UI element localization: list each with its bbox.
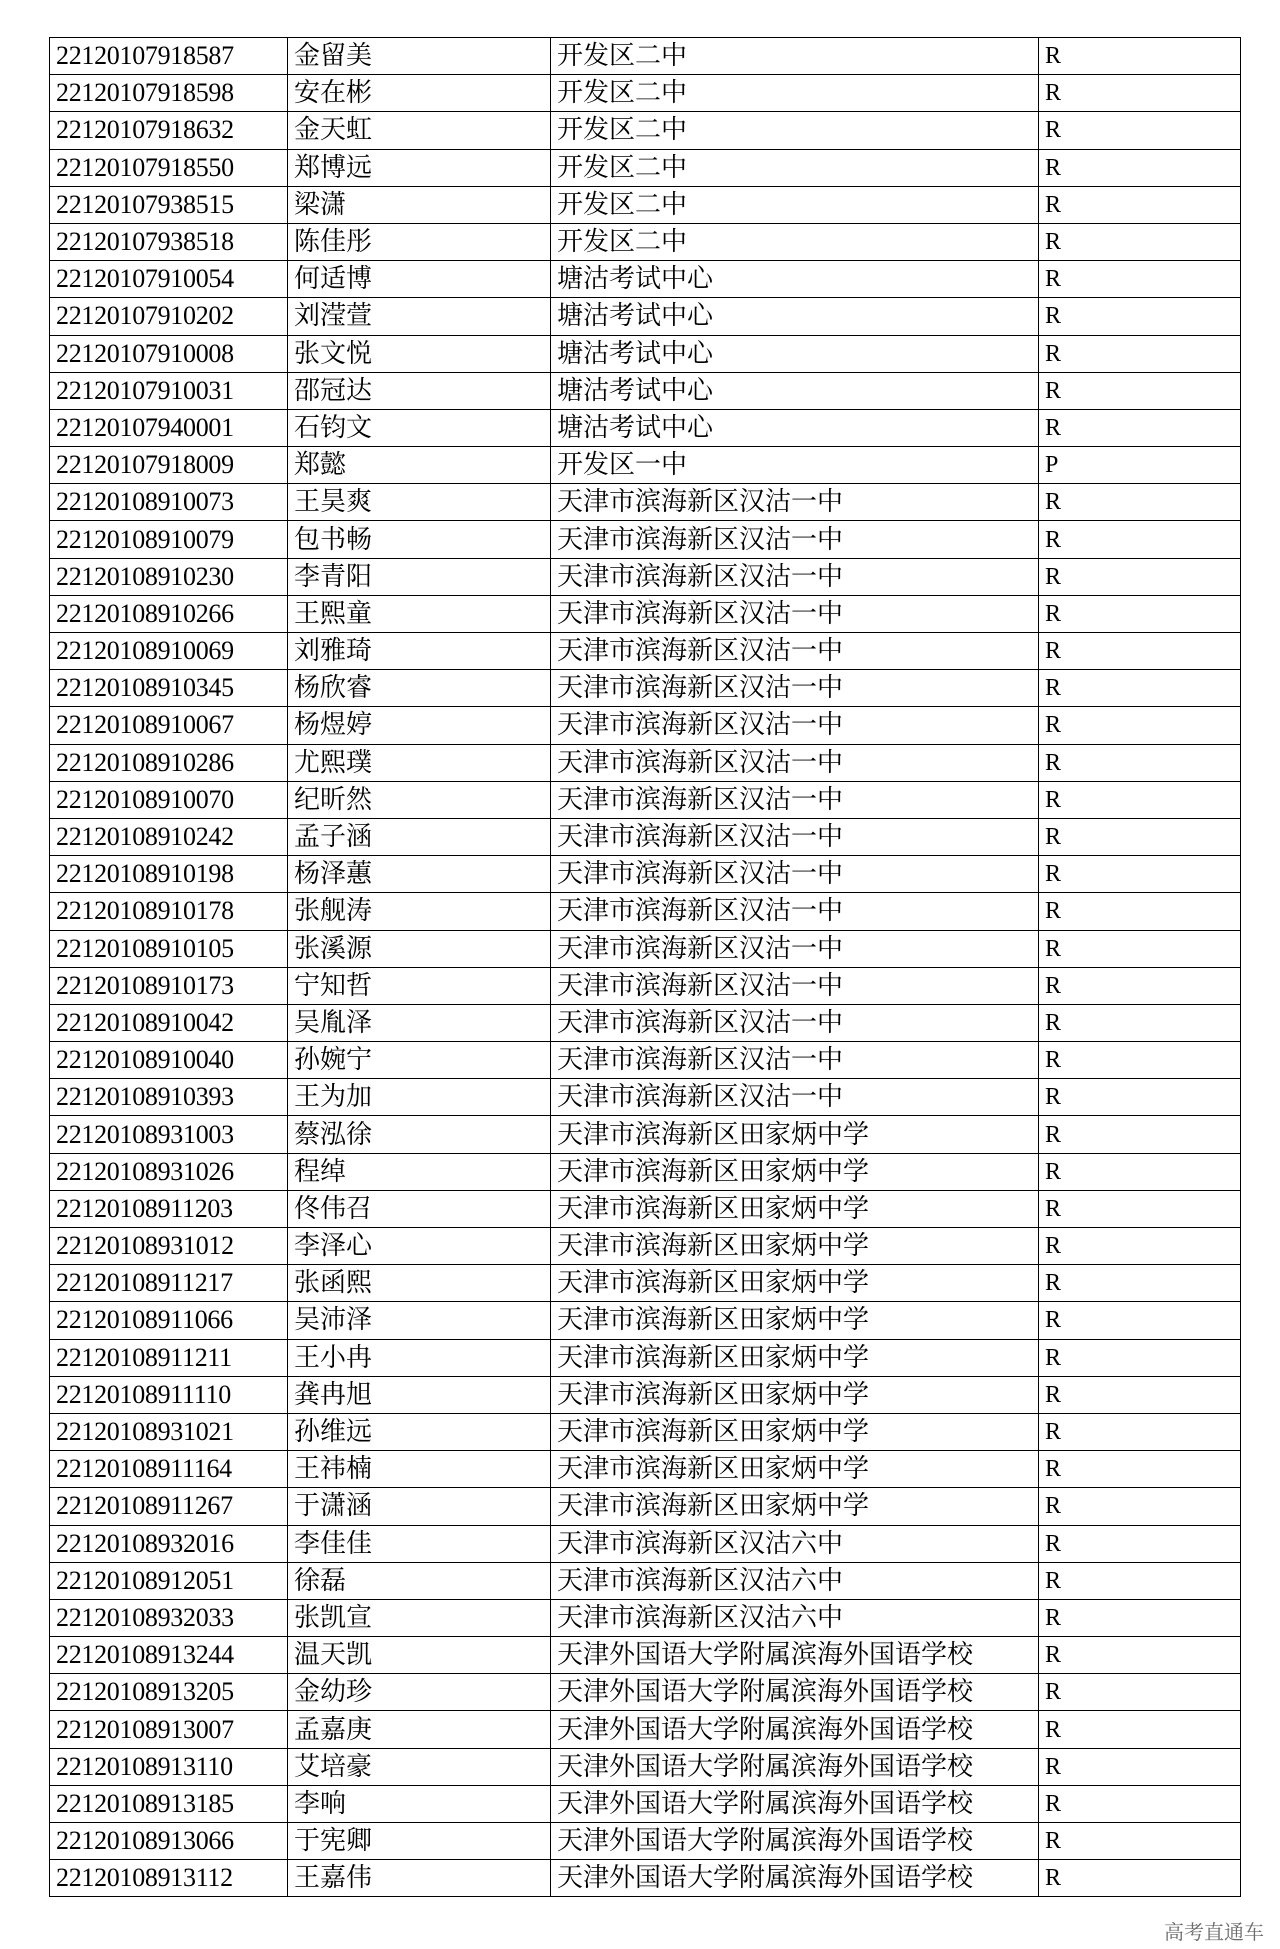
exam-id-cell: 22120108911211 — [50, 1339, 288, 1376]
table-row — [50, 38, 1241, 75]
category-cell: R — [1039, 372, 1241, 409]
exam-id-cell: 22120107910202 — [50, 298, 288, 335]
category-cell: R — [1039, 818, 1241, 855]
exam-id-cell: 22120108911217 — [50, 1265, 288, 1302]
table-row — [50, 1228, 1241, 1265]
table-row — [50, 707, 1241, 744]
exam-id-cell: 22120108913112 — [50, 1860, 288, 1897]
student-name-cell: 郑博远 — [288, 149, 551, 186]
school-name-cell: 开发区二中 — [551, 38, 1039, 75]
exam-id-cell: 22120108910042 — [50, 1004, 288, 1041]
category-cell: R — [1039, 1228, 1241, 1265]
exam-id-cell: 22120108932016 — [50, 1525, 288, 1562]
category-cell: R — [1039, 409, 1241, 446]
category-cell: R — [1039, 595, 1241, 632]
school-name-cell: 天津市滨海新区汉沽一中 — [551, 707, 1039, 744]
exam-id-cell: 22120108911110 — [50, 1376, 288, 1413]
category-cell: R — [1039, 1004, 1241, 1041]
exam-id-cell: 22120108910073 — [50, 484, 288, 521]
school-name-cell: 开发区一中 — [551, 447, 1039, 484]
school-name-cell: 天津市滨海新区汉沽一中 — [551, 967, 1039, 1004]
student-name-cell: 徐磊 — [288, 1562, 551, 1599]
student-name-cell: 杨泽蕙 — [288, 856, 551, 893]
table-row — [50, 409, 1241, 446]
exam-id-cell: 22120108910393 — [50, 1079, 288, 1116]
student-name-cell: 张舰涛 — [288, 893, 551, 930]
student-name-cell: 温天凯 — [288, 1637, 551, 1674]
school-name-cell: 天津市滨海新区汉沽一中 — [551, 1079, 1039, 1116]
exam-id-cell: 22120108913007 — [50, 1711, 288, 1748]
student-name-cell: 王嘉伟 — [288, 1860, 551, 1897]
student-name-cell: 王昊爽 — [288, 484, 551, 521]
school-name-cell: 天津市滨海新区汉沽一中 — [551, 558, 1039, 595]
table-row — [50, 1711, 1241, 1748]
table-row — [50, 484, 1241, 521]
category-cell: R — [1039, 967, 1241, 1004]
table-row — [50, 1413, 1241, 1450]
exam-id-cell: 22120108910070 — [50, 781, 288, 818]
exam-id-cell: 22120107910031 — [50, 372, 288, 409]
exam-id-cell: 22120108910286 — [50, 744, 288, 781]
student-name-cell: 吴胤泽 — [288, 1004, 551, 1041]
school-name-cell: 天津市滨海新区汉沽一中 — [551, 633, 1039, 670]
school-name-cell: 天津市滨海新区田家炳中学 — [551, 1265, 1039, 1302]
table-row — [50, 1748, 1241, 1785]
school-name-cell: 开发区二中 — [551, 75, 1039, 112]
category-cell: R — [1039, 1823, 1241, 1860]
table-row — [50, 112, 1241, 149]
category-cell: R — [1039, 1488, 1241, 1525]
school-name-cell: 天津市滨海新区田家炳中学 — [551, 1451, 1039, 1488]
table-row — [50, 1674, 1241, 1711]
exam-id-cell: 22120108911203 — [50, 1190, 288, 1227]
school-name-cell: 天津市滨海新区田家炳中学 — [551, 1413, 1039, 1450]
exam-id-cell: 22120108910040 — [50, 1042, 288, 1079]
category-cell: R — [1039, 1116, 1241, 1153]
table-row — [50, 744, 1241, 781]
school-name-cell: 天津外国语大学附属滨海外国语学校 — [551, 1785, 1039, 1822]
exam-id-cell: 22120108910242 — [50, 818, 288, 855]
exam-id-cell: 22120107910008 — [50, 335, 288, 372]
category-cell: R — [1039, 1525, 1241, 1562]
student-name-cell: 安在彬 — [288, 75, 551, 112]
student-name-cell: 王为加 — [288, 1079, 551, 1116]
exam-id-cell: 22120108913066 — [50, 1823, 288, 1860]
exam-id-cell: 22120107918598 — [50, 75, 288, 112]
table-row — [50, 1451, 1241, 1488]
exam-id-cell: 22120108911164 — [50, 1451, 288, 1488]
exam-id-cell: 22120108912051 — [50, 1562, 288, 1599]
table-row — [50, 1004, 1241, 1041]
student-name-cell: 刘滢萱 — [288, 298, 551, 335]
student-name-cell: 尤熙璞 — [288, 744, 551, 781]
category-cell: R — [1039, 1785, 1241, 1822]
category-cell: R — [1039, 1674, 1241, 1711]
table-row — [50, 261, 1241, 298]
exam-id-cell: 22120108932033 — [50, 1599, 288, 1636]
table-row — [50, 1116, 1241, 1153]
table-row — [50, 1785, 1241, 1822]
school-name-cell: 天津市滨海新区汉沽一中 — [551, 595, 1039, 632]
category-cell: R — [1039, 633, 1241, 670]
table-row — [50, 1079, 1241, 1116]
table-row — [50, 633, 1241, 670]
category-cell: R — [1039, 38, 1241, 75]
table-row — [50, 1302, 1241, 1339]
student-name-cell: 包书畅 — [288, 521, 551, 558]
school-name-cell: 天津市滨海新区汉沽一中 — [551, 893, 1039, 930]
table-row — [50, 1153, 1241, 1190]
school-name-cell: 天津市滨海新区田家炳中学 — [551, 1488, 1039, 1525]
category-cell: R — [1039, 670, 1241, 707]
exam-id-cell: 22120108910230 — [50, 558, 288, 595]
school-name-cell: 天津市滨海新区汉沽六中 — [551, 1562, 1039, 1599]
category-cell: R — [1039, 223, 1241, 260]
table-row — [50, 930, 1241, 967]
table-row — [50, 335, 1241, 372]
category-cell: R — [1039, 521, 1241, 558]
school-name-cell: 天津市滨海新区汉沽一中 — [551, 856, 1039, 893]
student-name-cell: 孙婉宁 — [288, 1042, 551, 1079]
exam-id-cell: 22120108910173 — [50, 967, 288, 1004]
student-name-cell: 邵冠达 — [288, 372, 551, 409]
category-cell: R — [1039, 1562, 1241, 1599]
table-row — [50, 521, 1241, 558]
exam-id-cell: 22120108910105 — [50, 930, 288, 967]
category-cell: R — [1039, 1599, 1241, 1636]
exam-id-cell: 22120108911066 — [50, 1302, 288, 1339]
table-row — [50, 670, 1241, 707]
school-name-cell: 天津市滨海新区田家炳中学 — [551, 1116, 1039, 1153]
school-name-cell: 天津市滨海新区汉沽一中 — [551, 1042, 1039, 1079]
category-cell: R — [1039, 186, 1241, 223]
exam-id-cell: 22120108913185 — [50, 1785, 288, 1822]
exam-id-cell: 22120108931026 — [50, 1153, 288, 1190]
category-cell: R — [1039, 1451, 1241, 1488]
exam-id-cell: 22120108931003 — [50, 1116, 288, 1153]
school-name-cell: 天津市滨海新区汉沽一中 — [551, 521, 1039, 558]
category-cell: R — [1039, 335, 1241, 372]
category-cell: R — [1039, 1190, 1241, 1227]
student-name-cell: 孙维远 — [288, 1413, 551, 1450]
student-name-cell: 王祎楠 — [288, 1451, 551, 1488]
school-name-cell: 天津市滨海新区汉沽一中 — [551, 670, 1039, 707]
table-row — [50, 1190, 1241, 1227]
exam-id-cell: 22120107918009 — [50, 447, 288, 484]
exam-id-cell: 22120108910198 — [50, 856, 288, 893]
category-cell: R — [1039, 261, 1241, 298]
category-cell: R — [1039, 484, 1241, 521]
category-cell: R — [1039, 112, 1241, 149]
category-cell: R — [1039, 298, 1241, 335]
school-name-cell: 开发区二中 — [551, 112, 1039, 149]
table-row — [50, 595, 1241, 632]
student-name-cell: 蔡泓徐 — [288, 1116, 551, 1153]
category-cell: R — [1039, 1079, 1241, 1116]
school-name-cell: 塘沽考试中心 — [551, 335, 1039, 372]
category-cell: R — [1039, 1860, 1241, 1897]
table-row — [50, 1599, 1241, 1636]
student-name-cell: 金留美 — [288, 38, 551, 75]
student-name-cell: 张凯宣 — [288, 1599, 551, 1636]
exam-id-cell: 22120108913110 — [50, 1748, 288, 1785]
student-name-cell: 于宪卿 — [288, 1823, 551, 1860]
school-name-cell: 天津市滨海新区田家炳中学 — [551, 1153, 1039, 1190]
school-name-cell: 天津外国语大学附属滨海外国语学校 — [551, 1674, 1039, 1711]
category-cell: R — [1039, 75, 1241, 112]
exam-id-cell: 22120108911267 — [50, 1488, 288, 1525]
watermark-text: 高考直通车 — [1164, 1920, 1264, 1944]
category-cell: R — [1039, 930, 1241, 967]
table-row — [50, 298, 1241, 335]
exam-id-cell: 22120107938518 — [50, 223, 288, 260]
school-name-cell: 天津外国语大学附属滨海外国语学校 — [551, 1748, 1039, 1785]
student-name-cell: 李泽心 — [288, 1228, 551, 1265]
exam-id-cell: 22120107918550 — [50, 149, 288, 186]
school-name-cell: 开发区二中 — [551, 149, 1039, 186]
student-name-cell: 孟嘉庚 — [288, 1711, 551, 1748]
table-row — [50, 1525, 1241, 1562]
exam-id-cell: 22120107940001 — [50, 409, 288, 446]
exam-id-cell: 22120107910054 — [50, 261, 288, 298]
exam-id-cell: 22120108910345 — [50, 670, 288, 707]
table-row — [50, 893, 1241, 930]
student-name-cell: 王熙童 — [288, 595, 551, 632]
category-cell: R — [1039, 781, 1241, 818]
table-row — [50, 856, 1241, 893]
student-name-cell: 张溪源 — [288, 930, 551, 967]
category-cell: R — [1039, 707, 1241, 744]
school-name-cell: 天津市滨海新区汉沽一中 — [551, 1004, 1039, 1041]
table-row — [50, 1265, 1241, 1302]
table-row — [50, 558, 1241, 595]
school-name-cell: 天津市滨海新区汉沽一中 — [551, 781, 1039, 818]
student-name-cell: 张函熙 — [288, 1265, 551, 1302]
category-cell: R — [1039, 558, 1241, 595]
exam-id-cell: 22120108910266 — [50, 595, 288, 632]
exam-id-cell: 22120108910178 — [50, 893, 288, 930]
table-row — [50, 818, 1241, 855]
table-row — [50, 1042, 1241, 1079]
student-name-cell: 于潇涵 — [288, 1488, 551, 1525]
school-name-cell: 开发区二中 — [551, 186, 1039, 223]
student-name-cell: 程绰 — [288, 1153, 551, 1190]
exam-id-cell: 22120108931021 — [50, 1413, 288, 1450]
school-name-cell: 天津市滨海新区汉沽一中 — [551, 930, 1039, 967]
category-cell: R — [1039, 1711, 1241, 1748]
table-row — [50, 781, 1241, 818]
school-name-cell: 天津市滨海新区田家炳中学 — [551, 1190, 1039, 1227]
category-cell: R — [1039, 149, 1241, 186]
student-name-cell: 刘雅琦 — [288, 633, 551, 670]
student-name-cell: 杨煜婷 — [288, 707, 551, 744]
table-row — [50, 967, 1241, 1004]
student-name-cell: 陈佳彤 — [288, 223, 551, 260]
school-name-cell: 塘沽考试中心 — [551, 298, 1039, 335]
table-row — [50, 223, 1241, 260]
student-name-cell: 孟子涵 — [288, 818, 551, 855]
category-cell: R — [1039, 893, 1241, 930]
roster-sheet — [49, 37, 1240, 1897]
category-cell: P — [1039, 447, 1241, 484]
student-name-cell: 杨欣睿 — [288, 670, 551, 707]
category-cell: R — [1039, 1265, 1241, 1302]
table-row — [50, 1339, 1241, 1376]
student-name-cell: 李响 — [288, 1785, 551, 1822]
school-name-cell: 天津外国语大学附属滨海外国语学校 — [551, 1711, 1039, 1748]
category-cell: R — [1039, 1302, 1241, 1339]
table-row — [50, 75, 1241, 112]
student-name-cell: 梁潇 — [288, 186, 551, 223]
school-name-cell: 天津外国语大学附属滨海外国语学校 — [551, 1860, 1039, 1897]
student-name-cell: 李青阳 — [288, 558, 551, 595]
student-name-cell: 张文悦 — [288, 335, 551, 372]
exam-id-cell: 22120107918587 — [50, 38, 288, 75]
student-name-cell: 金天虹 — [288, 112, 551, 149]
student-name-cell: 吴沛泽 — [288, 1302, 551, 1339]
school-name-cell: 天津外国语大学附属滨海外国语学校 — [551, 1637, 1039, 1674]
exam-id-cell: 22120108913205 — [50, 1674, 288, 1711]
school-name-cell: 天津市滨海新区田家炳中学 — [551, 1302, 1039, 1339]
roster-table — [49, 37, 1241, 1897]
student-name-cell: 何适博 — [288, 261, 551, 298]
exam-id-cell: 22120108910069 — [50, 633, 288, 670]
table-row — [50, 149, 1241, 186]
student-name-cell: 金幼珍 — [288, 1674, 551, 1711]
category-cell: R — [1039, 1042, 1241, 1079]
school-name-cell: 塘沽考试中心 — [551, 261, 1039, 298]
table-row — [50, 186, 1241, 223]
table-row — [50, 1637, 1241, 1674]
category-cell: R — [1039, 744, 1241, 781]
category-cell: R — [1039, 1339, 1241, 1376]
school-name-cell: 天津市滨海新区汉沽六中 — [551, 1525, 1039, 1562]
school-name-cell: 天津外国语大学附属滨海外国语学校 — [551, 1823, 1039, 1860]
roster-body — [50, 38, 1241, 1897]
exam-id-cell: 22120108910079 — [50, 521, 288, 558]
school-name-cell: 天津市滨海新区汉沽一中 — [551, 484, 1039, 521]
category-cell: R — [1039, 1153, 1241, 1190]
school-name-cell: 天津市滨海新区汉沽一中 — [551, 744, 1039, 781]
exam-id-cell: 22120108931012 — [50, 1228, 288, 1265]
school-name-cell: 天津市滨海新区田家炳中学 — [551, 1339, 1039, 1376]
table-row — [50, 1376, 1241, 1413]
table-row — [50, 1488, 1241, 1525]
student-name-cell: 石钧文 — [288, 409, 551, 446]
category-cell: R — [1039, 1413, 1241, 1450]
category-cell: R — [1039, 1748, 1241, 1785]
table-row — [50, 1823, 1241, 1860]
exam-id-cell: 22120107938515 — [50, 186, 288, 223]
category-cell: R — [1039, 1376, 1241, 1413]
category-cell: R — [1039, 856, 1241, 893]
category-cell: R — [1039, 1637, 1241, 1674]
school-name-cell: 天津市滨海新区田家炳中学 — [551, 1228, 1039, 1265]
student-name-cell: 佟伟召 — [288, 1190, 551, 1227]
student-name-cell: 艾培豪 — [288, 1748, 551, 1785]
table-row — [50, 1562, 1241, 1599]
exam-id-cell: 22120108913244 — [50, 1637, 288, 1674]
student-name-cell: 李佳佳 — [288, 1525, 551, 1562]
exam-id-cell: 22120108910067 — [50, 707, 288, 744]
student-name-cell: 宁知哲 — [288, 967, 551, 1004]
school-name-cell: 天津市滨海新区田家炳中学 — [551, 1376, 1039, 1413]
table-row — [50, 447, 1241, 484]
student-name-cell: 王小冉 — [288, 1339, 551, 1376]
table-row — [50, 372, 1241, 409]
student-name-cell: 纪昕然 — [288, 781, 551, 818]
school-name-cell: 塘沽考试中心 — [551, 372, 1039, 409]
student-name-cell: 龚冉旭 — [288, 1376, 551, 1413]
school-name-cell: 开发区二中 — [551, 223, 1039, 260]
school-name-cell: 天津市滨海新区汉沽一中 — [551, 818, 1039, 855]
school-name-cell: 天津市滨海新区汉沽六中 — [551, 1599, 1039, 1636]
student-name-cell: 郑懿 — [288, 447, 551, 484]
school-name-cell: 塘沽考试中心 — [551, 409, 1039, 446]
table-row — [50, 1860, 1241, 1897]
exam-id-cell: 22120107918632 — [50, 112, 288, 149]
